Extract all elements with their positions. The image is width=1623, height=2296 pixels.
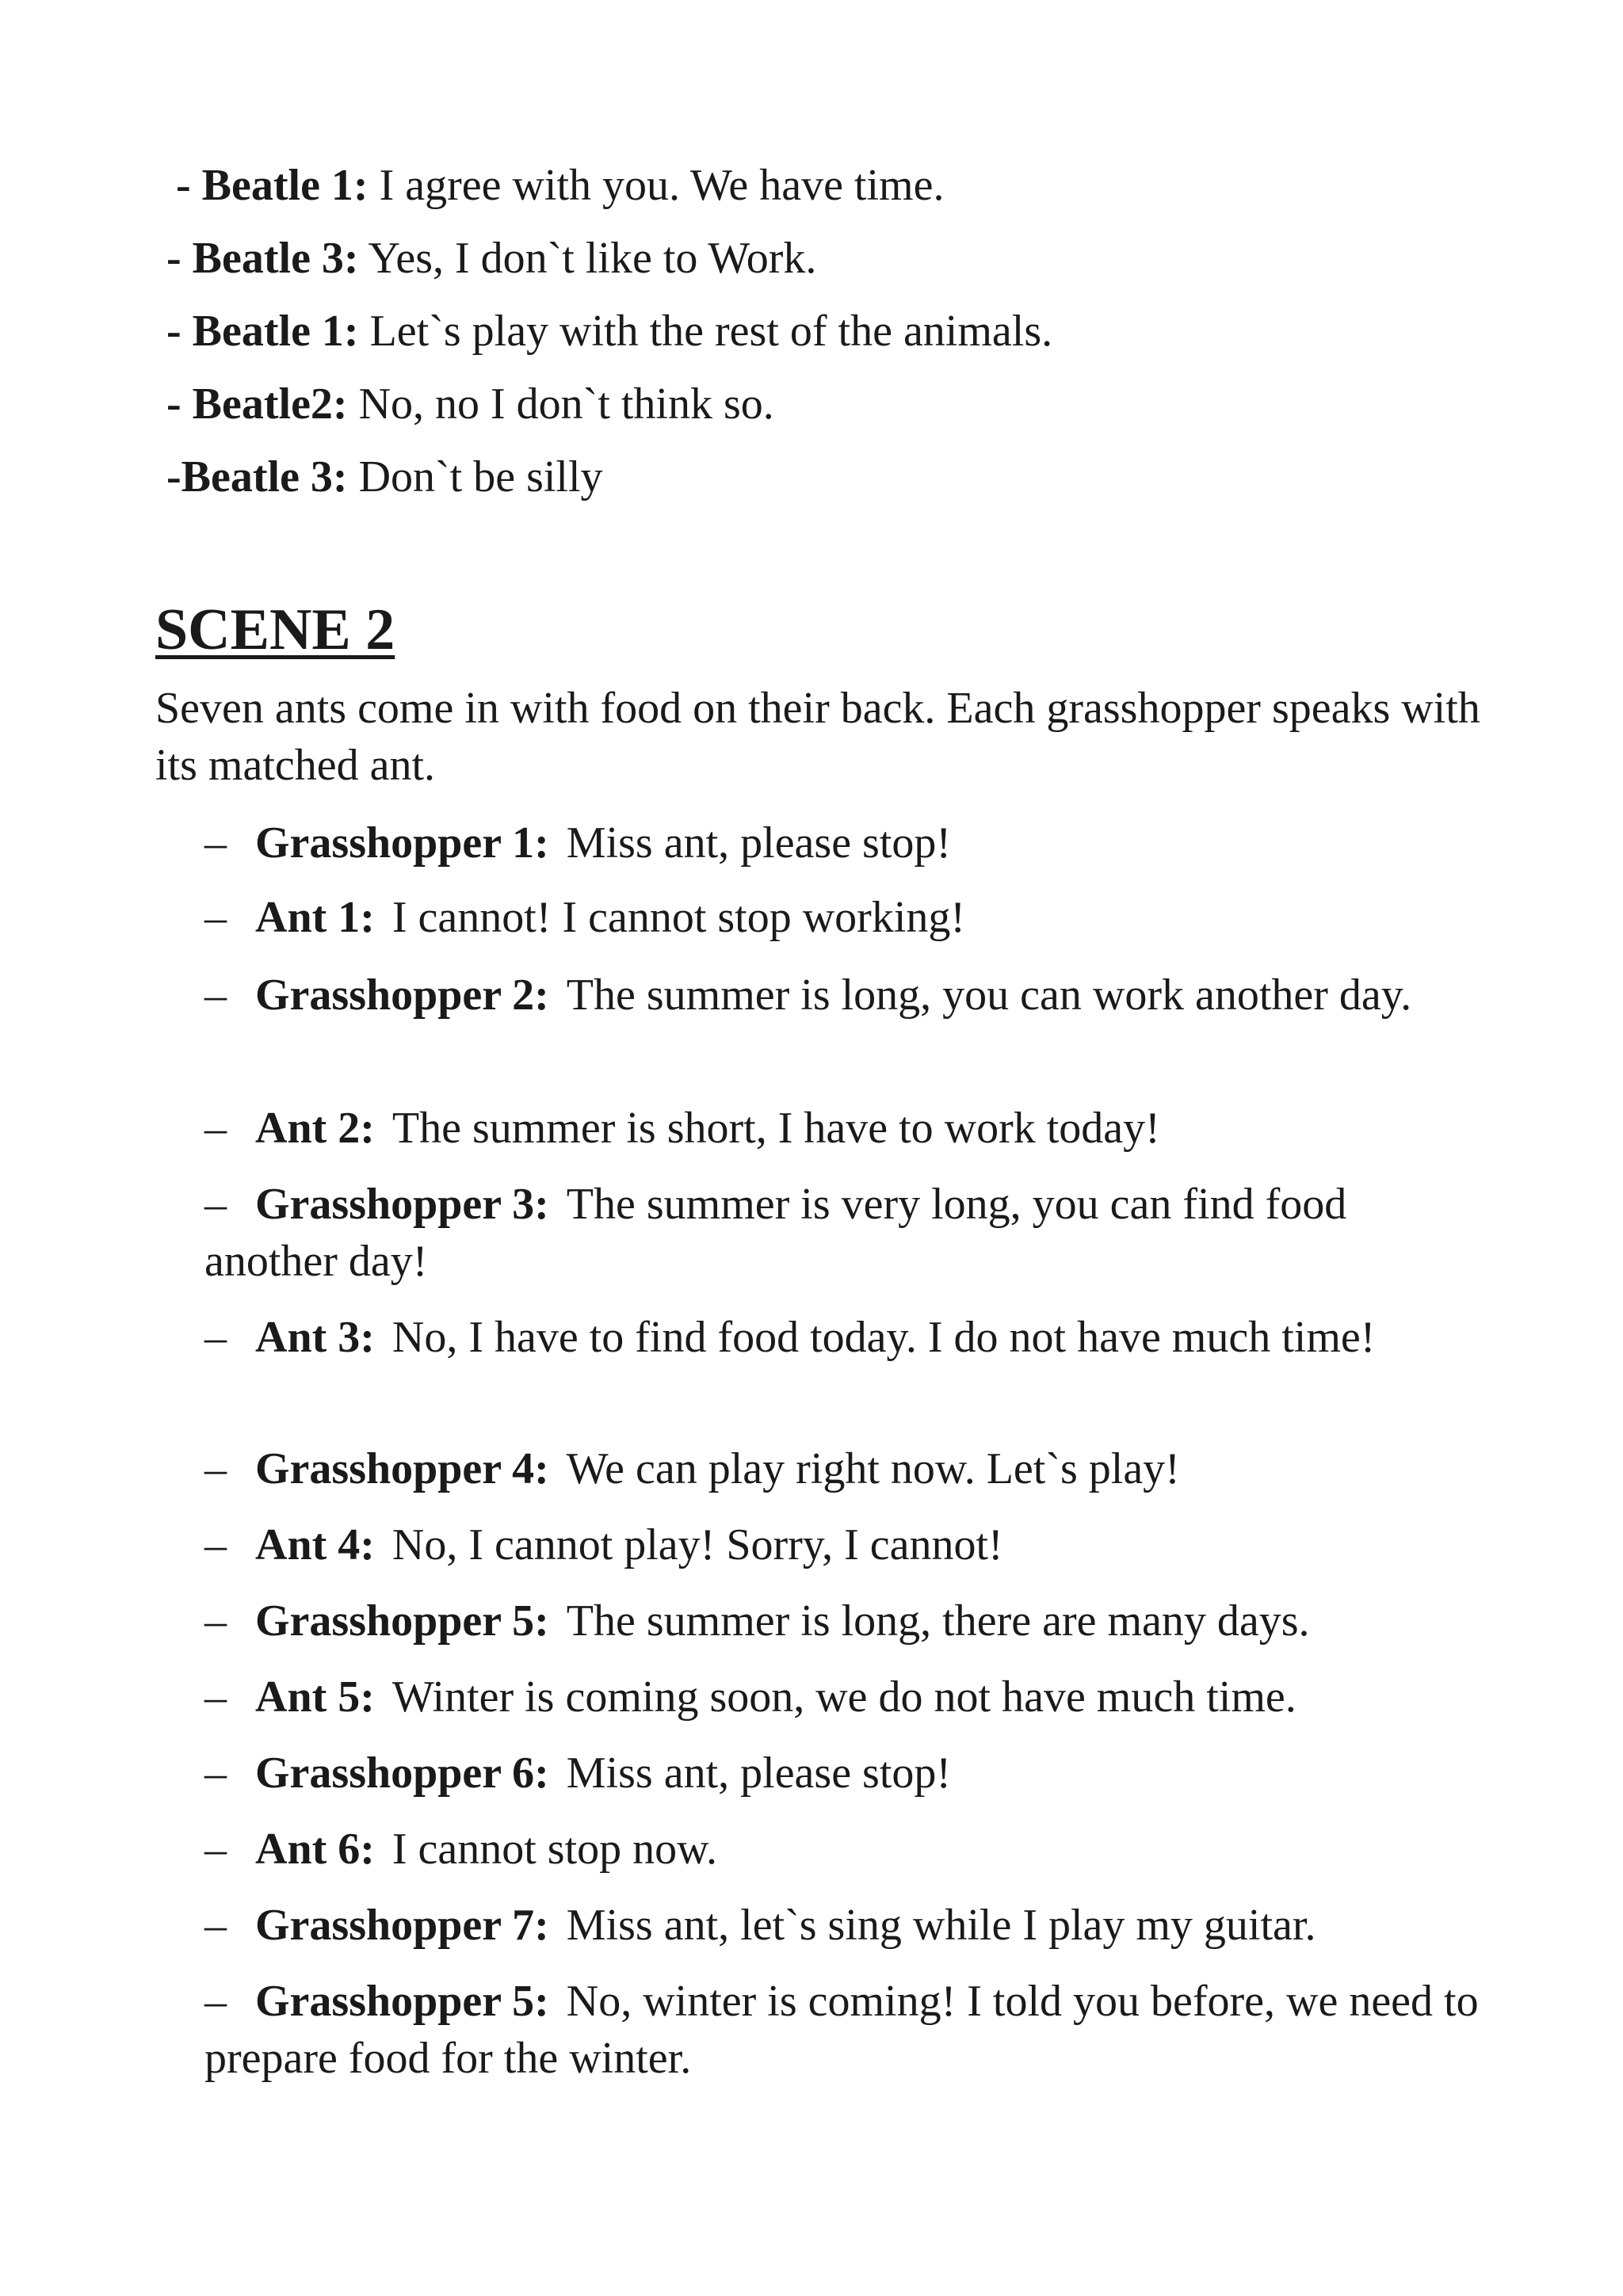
dialogue-text: The summer is very long, you can find food another day! — [204, 1180, 1347, 1286]
dialogue-item — [204, 1821, 1488, 1878]
dialogue-text: Miss ant, please stop! — [566, 818, 952, 868]
dialogue-line — [166, 303, 1052, 360]
dialogue-text: I cannot stop now. — [391, 1825, 717, 1874]
dialogue-text: The summer is long, there are many days. — [566, 1596, 1310, 1646]
speaker-name: Ant 2: — [255, 1104, 375, 1153]
line-prefix: - — [166, 307, 193, 356]
dash-bullet: – — [204, 1749, 227, 1798]
dash-bullet: – — [204, 1901, 227, 1950]
speaker-name: Grasshopper 2: — [255, 971, 549, 1020]
dialogue-item — [204, 1897, 1488, 1954]
dash-bullet: – — [204, 1313, 227, 1362]
dialogue-item — [204, 1745, 1488, 1802]
dialogue-text: The summer is short, I have to work today! — [391, 1104, 1160, 1153]
dialogue-text: I cannot! I cannot stop working! — [391, 893, 966, 942]
dash-bullet: – — [204, 1104, 227, 1153]
dash-bullet: – — [204, 1672, 227, 1722]
line-prefix: - — [166, 234, 193, 283]
dialogue-text: We can play right now. Let`s play! — [566, 1444, 1180, 1493]
dialogue-text: Miss ant, let`s sing while I play my guitar. — [566, 1901, 1316, 1950]
dialogue-text: No, no I don`t think so. — [347, 379, 774, 429]
dialogue-item — [204, 1973, 1488, 2087]
line-prefix: - — [166, 452, 181, 502]
dialogue-line — [166, 230, 816, 287]
scene-heading: SCENE 2 — [155, 597, 395, 662]
dialogue-text: Don`t be silly — [347, 452, 603, 502]
speaker-name: Grasshopper 5: — [255, 1596, 549, 1646]
dialogue-item — [204, 814, 1488, 871]
speaker-name: Beatle 1: — [201, 161, 369, 210]
dash-bullet: – — [204, 1596, 227, 1646]
dialogue-text: Yes, I don`t like to Work. — [358, 234, 817, 283]
line-prefix: - — [176, 161, 202, 210]
speaker-name: Grasshopper 1: — [255, 818, 549, 868]
speaker-name: Ant 4: — [255, 1520, 375, 1569]
speaker-name: Ant 3: — [255, 1313, 375, 1362]
dialogue-text: No, I have to find food today. I do not have much time! — [391, 1313, 1376, 1362]
speaker-name: Beatle 1: — [192, 307, 359, 356]
dash-bullet: – — [204, 818, 227, 868]
dialogue-line — [166, 376, 774, 433]
dialogue-item — [204, 1440, 1488, 1497]
dialogue-item — [204, 967, 1488, 1024]
speaker-name: Ant 6: — [255, 1825, 375, 1874]
dialogue-text: Let`s play with the rest of the animals. — [358, 307, 1053, 356]
dialogue-item — [204, 1309, 1488, 1366]
dash-bullet: – — [204, 971, 227, 1020]
dialogue-item — [204, 1669, 1488, 1726]
speaker-name: Grasshopper 3: — [255, 1180, 549, 1229]
speaker-name: Grasshopper 4: — [255, 1444, 549, 1493]
dialogue-text: No, winter is coming! I told you before, we need to prepare food for the winter. — [204, 1977, 1479, 2083]
dialogue-item — [204, 1100, 1488, 1157]
dialogue-line — [166, 448, 603, 505]
dialogue-text: Winter is coming soon, we do not have much time. — [391, 1672, 1296, 1722]
stage-direction: Seven ants come in with food on their back. Each grasshopper speaks with its matched ant. — [155, 684, 1480, 790]
speaker-name: Grasshopper 6: — [255, 1749, 549, 1798]
dash-bullet: – — [204, 1520, 227, 1569]
dialogue-item — [204, 1516, 1488, 1573]
speaker-name: Beatle 3: — [181, 452, 348, 502]
dialogue-text: The summer is long, you can work another day. — [566, 971, 1412, 1020]
line-prefix: - — [166, 379, 193, 429]
dialogue-item — [204, 1592, 1488, 1650]
dialogue-item — [204, 889, 1488, 946]
dialogue-text: Miss ant, please stop! — [566, 1749, 952, 1798]
dialogue-line — [176, 157, 944, 214]
dash-bullet: – — [204, 893, 227, 942]
speaker-name: Beatle2: — [192, 379, 348, 429]
dash-bullet: – — [204, 1977, 227, 2026]
speaker-name: Grasshopper 5: — [255, 1977, 549, 2026]
speaker-name: Beatle 3: — [192, 234, 359, 283]
dialogue-text: I agree with you. We have time. — [368, 161, 945, 210]
dialogue-text: No, I cannot play! Sorry, I cannot! — [391, 1520, 1003, 1569]
dash-bullet: – — [204, 1180, 227, 1229]
speaker-name: Ant 5: — [255, 1672, 375, 1722]
speaker-name: Grasshopper 7: — [255, 1901, 549, 1950]
dash-bullet: – — [204, 1825, 227, 1874]
dash-bullet: – — [204, 1444, 227, 1493]
dialogue-item — [204, 1176, 1488, 1290]
speaker-name: Ant 1: — [255, 893, 375, 942]
